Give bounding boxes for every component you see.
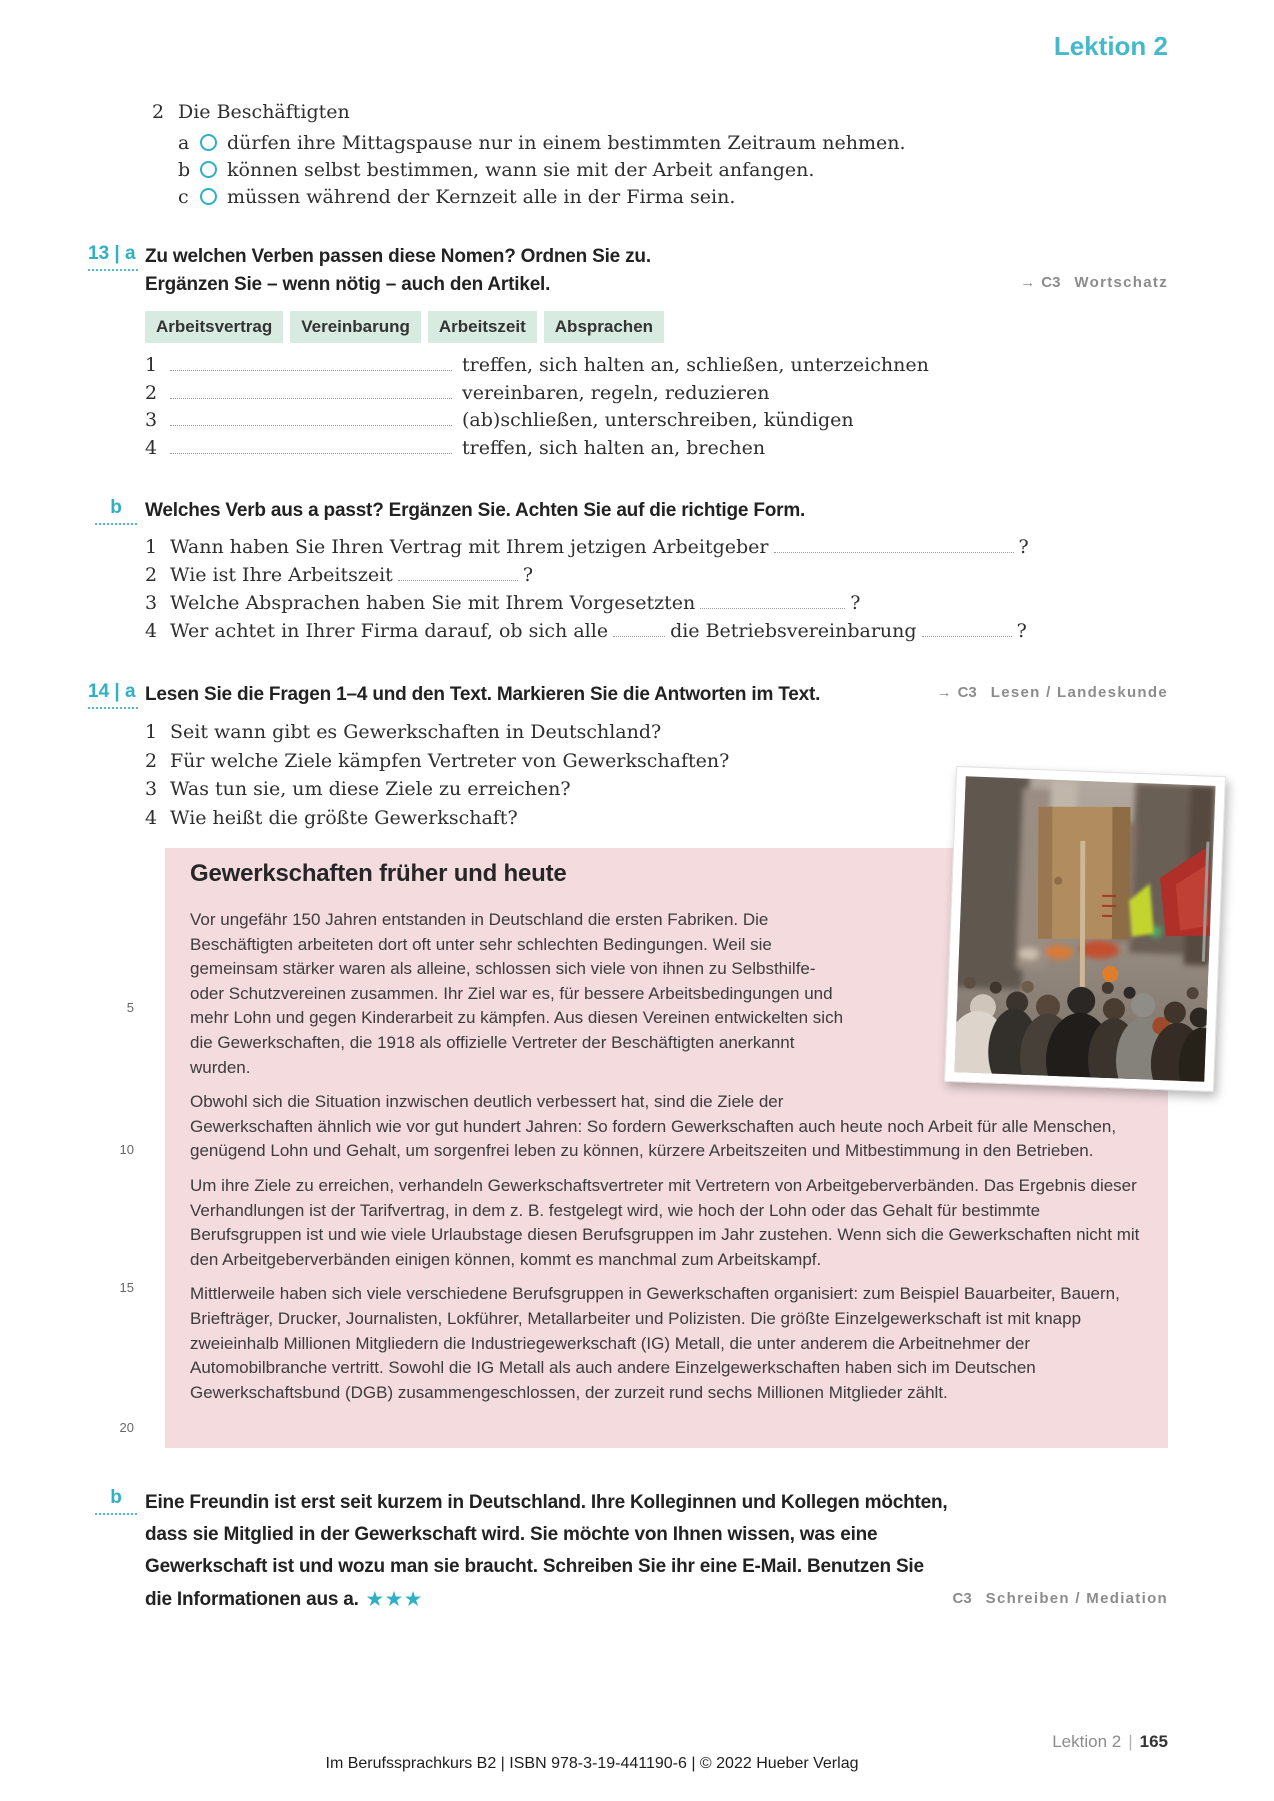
reading-paragraph: Um ihre Ziele zu erreichen, verhandeln Gewerkschaftsvertreter mit Vertretern von Arbeitgeberverbänden. Das Ergebnis dieser Verhandlungen ist der Tarifvertrag, in dem z. B. festgelegt wird, wie hoch der Lohn oder das Gehalt für bestimmte Berufsgruppen ist und wie viele Urlaubstage diesen Berufsgruppen im Jahr zustehen. Wenn sich die Gewerkschaften nicht mit den Arbeitgeberverbänden einigen können, kommt es manchmal zum Arbeitskampf. [190,1175,1140,1269]
item-number: 3 [145,778,158,801]
fill-in-row [145,564,1029,592]
option-b [178,156,906,183]
word-chip: Arbeitszeit [428,311,537,343]
line-number-5: 5 [126,1000,134,1015]
radio-circle-icon[interactable] [200,134,217,151]
reference-tag-14b [952,1590,1168,1607]
option-text: dürfen ihre Mittagspause nur in einem bestimmten Zeitraum nehmen. [227,131,906,154]
instruction-text: Eine Freundin ist erst seit kurzem in Deutschland. Ihre Kolleginnen und Kollegen möchten, dass sie Mitglied in der Gewerkschaft wird. Sie möchte von Ihnen wissen, was eine Gewerkschaft ist und wozu man sie braucht. Schreiben Sie ihr eine E-Mail. Benutzen Sie die Informationen aus a. [145,1492,948,1610]
item-number: 1 [145,354,158,376]
answer-blank[interactable] [170,354,452,371]
exercise-2-stem: Die Beschäftigten [178,101,350,123]
reference-tag-13a [1020,274,1168,291]
instruction-14a: Lesen Sie die Fragen 1–4 und den Text. Markieren Sie die Antworten im Text. [145,684,821,705]
fill-in-row [145,536,1029,564]
reading-paragraph: Mittlerweile haben sich viele verschiedene Berufsgruppen in Gewerkschaften organisiert: zum Beispiel Bauarbeiter, Bauern, Briefträger, Drucker, Journalisten, Lokführer, Metallarbeiter und Polizisten. Die größte Einzelgewerkschaft ist mit knapp zweieinhalb Millionen Mitgliedern die Industriegewerkschaft (IG) Metall, die unter anderem die Arbeitnehmer der Automobilbranche vertritt. Sowohl die IG Metall als auch andere Einzelgewerkschaften haben sich im Deutschen Gewerkschaftsbund (DGB) zusammengeschlossen, der zurzeit rund sechs Millionen Mitglieder zählt. [190,1284,1120,1402]
fill-in-row [145,620,1029,648]
word-chip: Vereinbarung [290,311,421,343]
reading-paragraph: Obwohl sich die Situation inzwischen deutlich verbessert hat, sind die Ziele der Gewerkschaften ähnlich wie vor gut hundert Jahren: So fordern Gewerkschaften auch heute noch Arbeit für alle Menschen, genügend Lohn und Gehalt, um sorgenfrei leben zu können, kürzere Arbeitszeiten und Mitbestimmung in den Betrieben. [190,1090,1145,1164]
question-row [145,747,729,776]
radio-circle-icon[interactable] [200,188,217,205]
item-number: 3 [145,592,158,614]
sentence-text: Welche Absprachen haben Sie mit Ihrem Vorgesetzten [170,592,696,614]
tag-ref: C3 [1041,274,1061,291]
verb-list: (ab)schließen, unterschreiben, kündigen [462,409,854,431]
footer-page-indicator [1052,1732,1168,1752]
line-number-20: 20 [119,1420,134,1435]
sentence-text: Wer achtet in Ihrer Firma darauf, ob sich alle [170,620,609,642]
matching-row [145,354,929,382]
matching-items [145,354,929,464]
sentence-text: die Betriebsvereinbarung [670,620,917,642]
verb-list: treffen, sich halten an, schließen, unterzeichnen [462,354,929,376]
answer-blank[interactable] [613,620,665,637]
demonstration-photo-graphic [954,776,1215,1081]
item-number: 2 [145,381,158,404]
photo-overlap-spacer [815,1090,1145,1104]
sentence-text: ? [850,592,861,614]
answer-blank[interactable] [774,536,1014,553]
answer-blank[interactable] [170,409,452,426]
question-text: Seit wann gibt es Gewerkschaften in Deutschland? [170,721,662,743]
item-number: 2 [152,101,165,123]
instruction-line: Ergänzen Sie – wenn nötig – auch den Artikel. [145,274,551,295]
verb-list: vereinbaren, regeln, reduzieren [462,381,770,404]
page-title: Lektion 2 [1053,31,1168,61]
answer-blank[interactable] [170,382,452,399]
answer-blank[interactable] [170,437,452,454]
item-number: 3 [145,409,158,431]
section-marker-14a: 14 | a [88,681,138,709]
line-number-10: 10 [119,1142,134,1157]
fill-in-items [145,536,1029,648]
instruction-13b: Welches Verb aus a passt? Ergänzen Sie. Achten Sie auf die richtige Form. [145,500,806,521]
option-text: müssen während der Kernzeit alle in der Firma sein. [227,185,736,208]
radio-circle-icon[interactable] [200,161,217,178]
tag-label: Lesen / Landeskunde [990,684,1168,701]
question-text: Was tun sie, um diese Ziele zu erreichen? [170,778,571,801]
item-number: 2 [145,564,158,586]
option-letter: a [178,131,190,154]
street-demonstration-photo [944,766,1226,1092]
line-number-15: 15 [119,1280,134,1295]
reading-questions [145,718,729,832]
question-row [145,775,729,804]
footer-page-number: 165 [1139,1732,1168,1751]
sentence-text: ? [1016,620,1027,642]
tag-label: Schreiben / Mediation [985,1590,1168,1607]
sentence-text: Wie ist Ihre Arbeitszeit [170,564,393,586]
sentence-text: ? [522,564,533,586]
word-chip: Absprachen [544,311,664,343]
question-row [145,718,729,747]
arrow-right-icon: → [936,684,952,701]
difficulty-stars-icon: ★★★ [366,1589,425,1609]
reading-paragraph: Vor ungefähr 150 Jahren entstanden in Deutschland die ersten Fabriken. Die Beschäftigten arbeiteten dort oft unter sehr schlechten Bedingungen. Weil sie gemeinsam stärker waren als alleine, schlossen sich viele von ihnen zu Selbsthilfe- oder Schutzvereinen zusammen. Ihr Ziel war es, für bessere Arbeitsbedingungen und mehr Lohn und gegen Kinderarbeit zu kämpfen. Aus diesen Vereinen entwickelten sich die Gewerkschaften, die 1918 als offizielle Vertreter der Beschäftigten anerkannt wurden. [190,910,844,1077]
tag-ref: C3 [952,1590,972,1607]
instruction-14b [145,1487,955,1616]
reading-title: Gewerkschaften früher und heute [190,860,567,887]
footer-separator: | [1128,1732,1133,1751]
tag-label: Wortschatz [1074,274,1168,291]
instruction-13a [145,243,651,299]
option-letter: b [178,158,191,181]
footer-lesson: Lektion 2 [1052,1732,1122,1751]
option-text: können selbst bestimmen, wann sie mit der Arbeit anfangen. [227,158,815,181]
item-number: 4 [145,620,158,642]
fill-in-row [145,592,1029,620]
tag-ref: C3 [957,684,977,701]
section-marker-13a: 13 | a [88,243,138,271]
matching-row [145,382,929,410]
exercise-2-continuation [152,101,906,210]
option-c [178,183,906,210]
word-chip: Arbeitsvertrag [145,311,283,343]
arrow-right-icon: → [1020,274,1036,291]
question-text: Für welche Ziele kämpfen Vertreter von Gewerkschaften? [170,749,730,772]
verb-list: treffen, sich halten an, brechen [462,436,766,459]
word-chips [145,311,664,343]
item-number: 4 [145,436,158,459]
sentence-text: Wann haben Sie Ihren Vertrag mit Ihrem jetzigen Arbeitgeber [170,536,769,558]
section-marker-13b: b [95,497,137,525]
answer-blank[interactable] [398,564,518,581]
item-number: 2 [145,749,158,772]
matching-row [145,409,929,437]
answer-blank[interactable] [922,620,1012,637]
matching-row [145,437,929,465]
item-number: 1 [145,536,158,558]
instruction-line: Zu welchen Verben passen diese Nomen? Ordnen Sie zu. [145,246,651,267]
question-text: Wie heißt die größte Gewerkschaft? [170,806,518,829]
footer-imprint: Im Berufssprachkurs B2 | ISBN 978-3-19-441190-6 | © 2022 Hueber Verlag [325,1755,859,1772]
question-row [145,804,729,833]
answer-blank[interactable] [700,592,845,609]
section-marker-14b: b [95,1487,137,1515]
reference-tag-14a [937,684,1168,701]
option-a [178,129,906,156]
item-number: 1 [145,721,158,743]
item-number: 4 [145,806,158,829]
sentence-text: ? [1018,536,1029,558]
option-letter: c [178,185,189,208]
